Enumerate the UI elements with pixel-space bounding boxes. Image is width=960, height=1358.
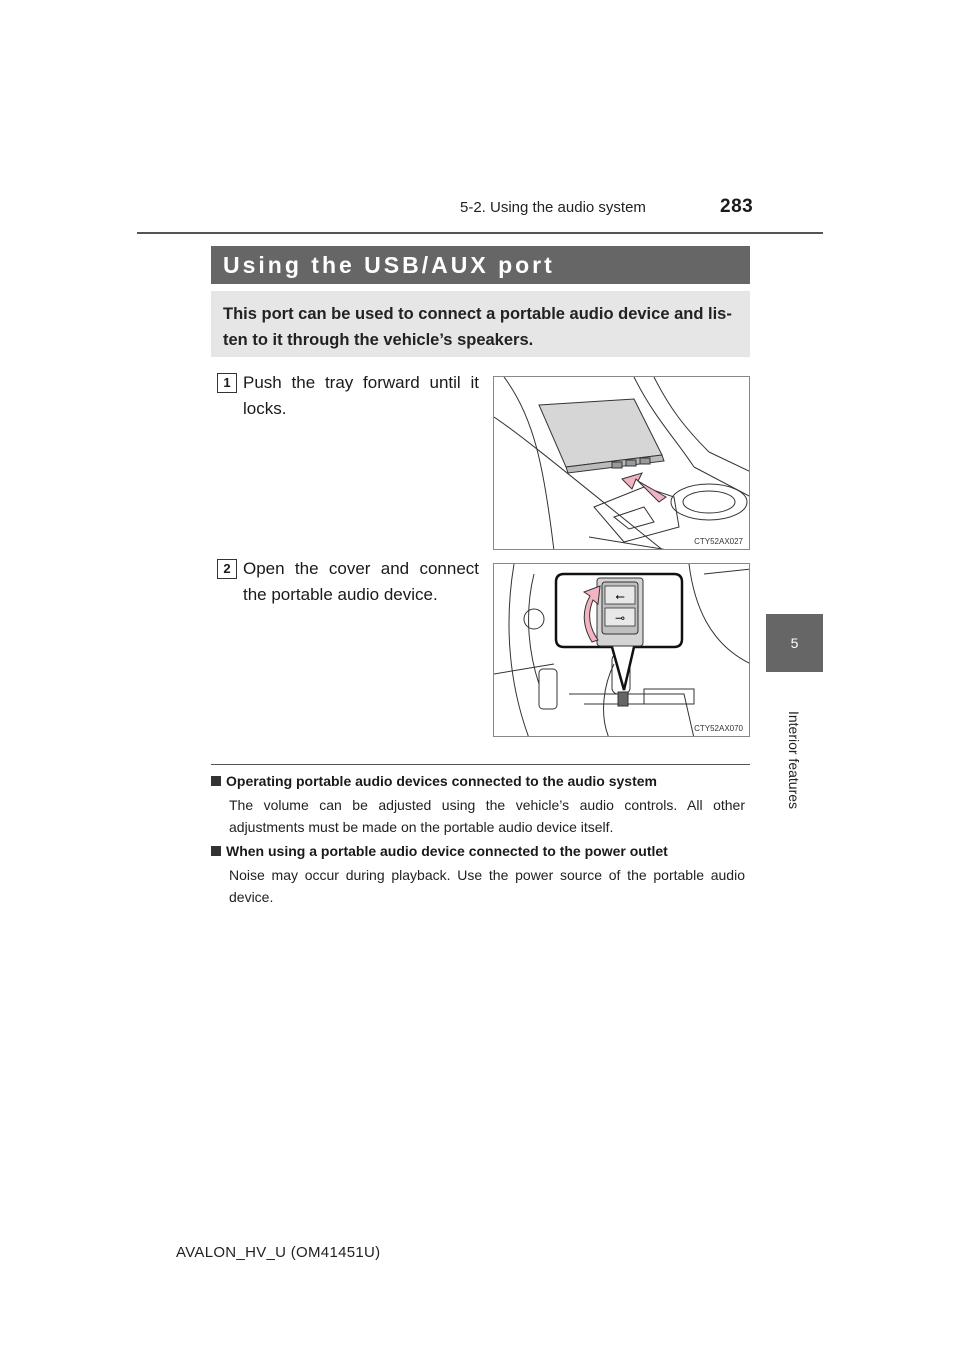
bullet-square-icon: [211, 846, 221, 856]
figure-code-2: CTY52AX070: [694, 724, 743, 733]
figure-usb-port: [493, 563, 750, 737]
chapter-tab: 5: [766, 614, 823, 672]
step-2-number: 2: [217, 559, 237, 579]
note-2-body: Noise may occur during playback. Use the power source of the portable audio device.: [229, 867, 745, 905]
usb-icon: ⭠: [615, 589, 625, 603]
aux-icon: ⊸: [614, 611, 626, 625]
tray-illustration: [494, 377, 750, 550]
chapter-label: Interior features: [786, 710, 802, 810]
page-number: 283: [720, 196, 754, 217]
step-1-text: Push the tray forward until it locks.: [243, 373, 479, 418]
note-1-body: The volume can be adjusted using the vehicle’s audio controls. All other adjustments must be made on the portable audio device itself.: [229, 797, 745, 835]
usb-port-illustration: [494, 564, 750, 737]
figure-code-1: CTY52AX027: [694, 537, 743, 546]
note-1-heading: Operating portable audio devices connected to the audio system: [211, 772, 751, 790]
step-2-text: Open the cover and connect the portable audio device.: [243, 559, 479, 604]
intro-box: This port can be used to connect a portable audio device and lis-ten to it through the vehicle’s speakers.: [211, 291, 750, 357]
page-title: Using the USB/AUX port: [211, 246, 750, 284]
header-divider: [137, 232, 823, 234]
notes-divider: [211, 764, 750, 765]
step-1-number: 1: [217, 373, 237, 393]
note-2-heading: When using a portable audio device connected to the power outlet: [211, 842, 751, 860]
bullet-square-icon: [211, 776, 221, 786]
footer-model-code: AVALON_HV_U (OM41451U): [176, 1244, 381, 1261]
figure-tray: [493, 376, 750, 550]
chapter-label-wrapper: [764, 690, 824, 830]
header-section-title: 5-2. Using the audio system: [460, 199, 646, 216]
